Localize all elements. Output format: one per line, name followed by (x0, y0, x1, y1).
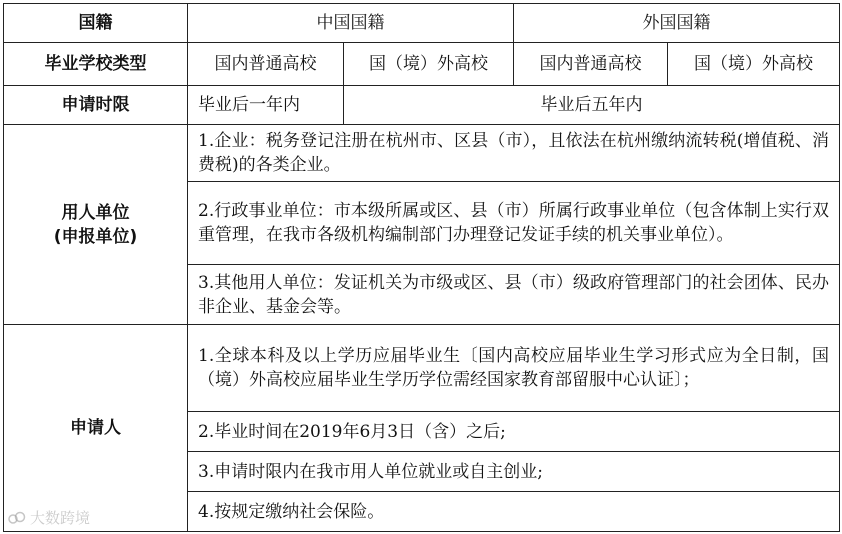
applicant-item-2: 2.毕业时间在2019年6月3日（含）之后; (188, 412, 840, 452)
watermark-text: 大数跨境 (30, 509, 91, 527)
school-type-label: 毕业学校类型 (4, 43, 188, 86)
policy-table (3, 3, 840, 532)
applicant-item-3: 3.申请时限内在我市用人单位就业或自主创业; (188, 452, 840, 492)
applicant-row (4, 325, 840, 412)
school-domestic-2: 国内普通高校 (514, 43, 668, 86)
employer-item-1: 1.企业：税务登记注册在杭州市、区县（市），且依法在杭州缴纳流转税(增值税、消费税)的各类企业。 (188, 125, 840, 182)
foreign-nationality: 外国国籍 (514, 4, 840, 43)
logo-icon (8, 511, 26, 525)
employer-label (4, 125, 188, 325)
nationality-row (4, 4, 840, 43)
school-type-row (4, 43, 840, 86)
employer-item-2: 2.行政事业单位：市本级所属或区、县（市）所属行政事业单位（包含体制上实行双重管理，在我市各级机构编制部门办理登记发证手续的机关事业单位）。 (188, 182, 840, 265)
nationality-label: 国籍 (4, 4, 188, 43)
employer-item-3: 3.其他用人单位：发证机关为市级或区、县（市）级政府管理部门的社会团体、民办非企业、基金会等。 (188, 265, 840, 325)
school-overseas-1: 国（境）外高校 (344, 43, 514, 86)
employer-row (4, 125, 840, 182)
applicant-item-1: 1.全球本科及以上学历应届毕业生〔国内高校应届毕业生学习形式应为全日制，国（境）外高校应届毕业生学历学位需经国家教育部留服中心认证〕； (188, 325, 840, 412)
watermark (8, 507, 90, 528)
time-limit-five-years: 毕业后五年内 (344, 86, 840, 125)
time-limit-label: 申请时限 (4, 86, 188, 125)
applicant-item-4: 4.按规定缴纳社会保险。 (188, 492, 840, 532)
time-limit-row (4, 86, 840, 125)
employer-label-line1: 用人单位 (61, 202, 130, 223)
chinese-nationality: 中国国籍 (188, 4, 514, 43)
applicant-label: 申请人 (4, 325, 188, 532)
school-overseas-2: 国（境）外高校 (668, 43, 840, 86)
time-limit-one-year: 毕业后一年内 (188, 86, 344, 125)
employer-label-line2: (申报单位) (53, 226, 138, 247)
school-domestic-1: 国内普通高校 (188, 43, 344, 86)
